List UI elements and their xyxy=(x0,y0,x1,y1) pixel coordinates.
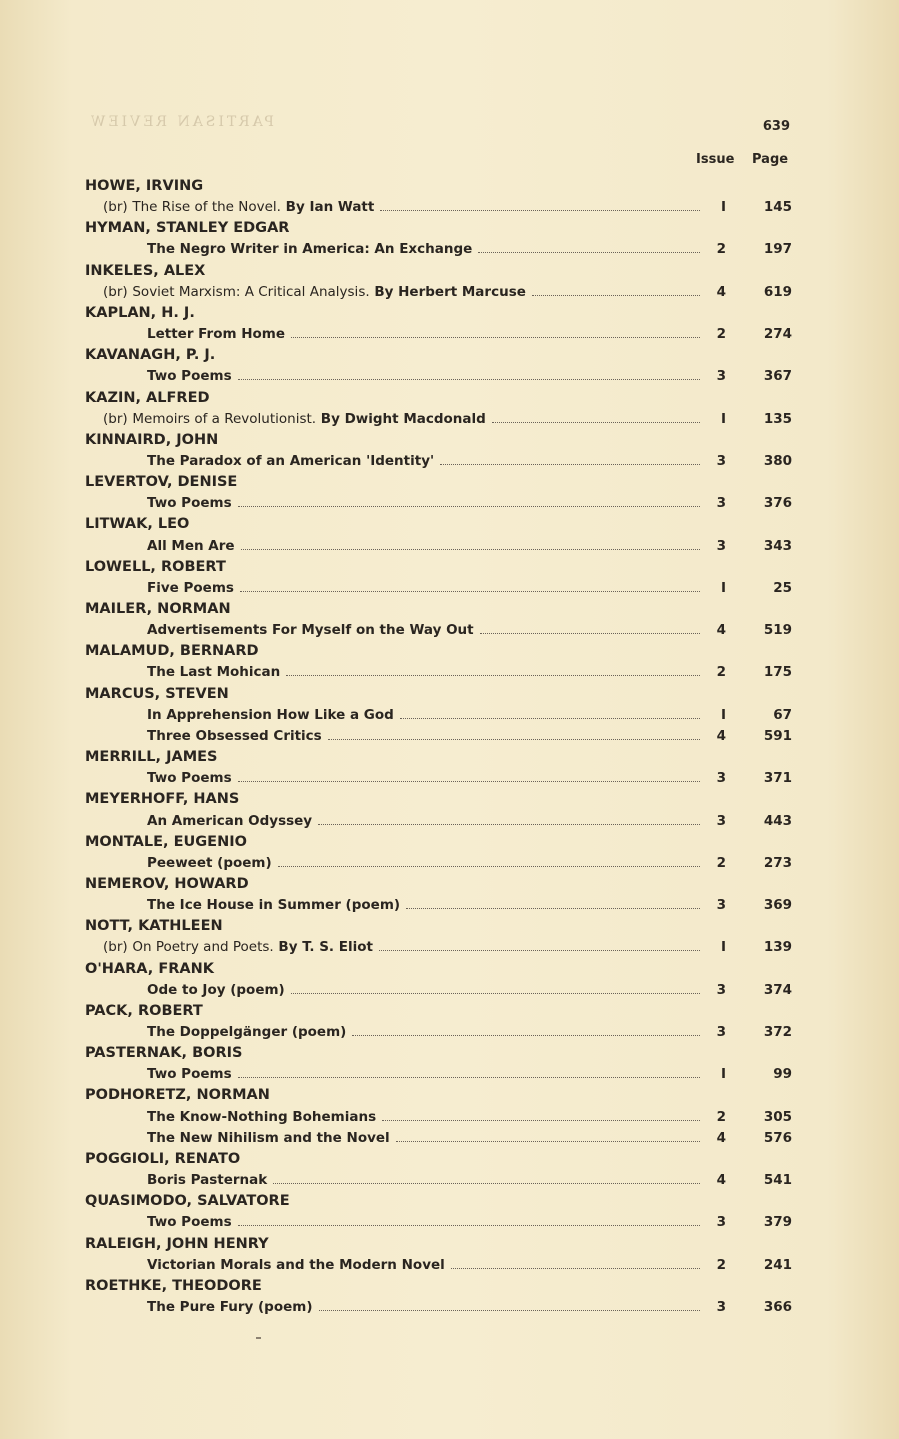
page-reference: 274 xyxy=(763,326,792,343)
page-reference: 576 xyxy=(763,1129,792,1146)
entry-title xyxy=(147,620,474,641)
leader-dots xyxy=(328,739,700,740)
work-title: Two Poems xyxy=(147,495,232,512)
entry-title xyxy=(103,937,373,958)
issue-number: 4 xyxy=(716,283,726,300)
index-entry xyxy=(0,1297,899,1318)
entry-title xyxy=(147,1297,313,1318)
issue-number: 3 xyxy=(716,495,726,512)
page-reference: 380 xyxy=(763,452,792,469)
author-name: QUASIMODO, SALVATORE xyxy=(85,1193,290,1210)
author-name: MONTALE, EUGENIO xyxy=(85,833,247,850)
leader-dots xyxy=(291,993,700,994)
issue-number: I xyxy=(720,199,726,216)
reviewed-book-author: By Ian Watt xyxy=(285,199,375,216)
entry-title xyxy=(147,578,234,599)
issue-number: I xyxy=(720,939,726,956)
work-title: The Paradox of an American 'Identity' xyxy=(147,452,435,469)
leader-dots xyxy=(238,506,700,507)
leader-dots xyxy=(440,464,700,465)
leader-dots xyxy=(238,1077,700,1078)
page-reference: 619 xyxy=(763,283,792,300)
index-entry xyxy=(0,1255,899,1276)
bleed-through-running-head: PARTISAN REVIEW xyxy=(88,114,274,130)
work-title: Two Poems xyxy=(147,1214,232,1231)
leader-dots xyxy=(406,908,700,909)
leader-dots xyxy=(240,591,700,592)
book-review-marker: (br) xyxy=(103,939,128,956)
author-name: KAZIN, ALFRED xyxy=(85,389,210,406)
leader-dots xyxy=(273,1183,700,1184)
issue-number: 2 xyxy=(716,241,726,258)
entry-title xyxy=(147,451,434,472)
leader-dots xyxy=(492,422,700,423)
leader-dots xyxy=(238,781,700,782)
issue-number: I xyxy=(720,579,726,596)
work-title: All Men Are xyxy=(147,537,235,554)
index-entry xyxy=(0,578,899,599)
author-name: ROETHKE, THEODORE xyxy=(85,1277,262,1294)
entry-title xyxy=(147,366,232,387)
issue-number: 3 xyxy=(716,1024,726,1040)
page-reference: 591 xyxy=(763,727,792,744)
index-entry xyxy=(0,282,899,303)
author-name: RALEIGH, JOHN HENRY xyxy=(85,1235,269,1252)
book-review-marker: (br) xyxy=(103,199,128,216)
issue-number: 4 xyxy=(716,1129,726,1146)
index-entry xyxy=(0,620,899,641)
page-reference: 145 xyxy=(763,199,792,216)
entry-title xyxy=(147,1170,267,1191)
author-name: NOTT, KATHLEEN xyxy=(85,918,223,935)
leader-dots xyxy=(379,950,700,951)
issue-number: I xyxy=(720,706,726,723)
index-entry xyxy=(0,1022,899,1043)
reviewed-book-author: By Dwight Macdonald xyxy=(320,410,486,427)
page-reference: 519 xyxy=(763,622,792,639)
entry-title xyxy=(103,409,486,430)
work-title: The Last Mohican xyxy=(147,664,281,681)
page-reference: 372 xyxy=(763,1024,792,1040)
page-reference: 67 xyxy=(773,706,792,723)
work-title: Victorian Morals and the Modern Novel xyxy=(147,1256,445,1273)
page-reference: 374 xyxy=(763,981,792,998)
author-name: O'HARA, FRANK xyxy=(85,960,214,977)
issue-number: 2 xyxy=(716,1108,726,1125)
entry-title xyxy=(147,536,235,557)
work-title: Two Poems xyxy=(147,368,232,385)
author-name: MAILER, NORMAN xyxy=(85,601,231,617)
leader-dots xyxy=(319,1310,700,1311)
issue-number: 3 xyxy=(716,1298,726,1315)
entry-title xyxy=(147,239,472,260)
page-reference: 369 xyxy=(763,897,792,914)
issue-number: 3 xyxy=(716,537,726,554)
author-name: PASTERNAK, BORIS xyxy=(85,1045,243,1062)
issue-number: 4 xyxy=(716,727,726,744)
issue-number: 2 xyxy=(716,1256,726,1273)
leader-dots xyxy=(291,337,700,338)
index-entry xyxy=(0,980,899,1001)
leader-dots xyxy=(396,1141,700,1142)
issue-number: 4 xyxy=(716,622,726,639)
reviewed-book-author: By Herbert Marcuse xyxy=(374,283,526,300)
entry-title xyxy=(147,705,394,726)
entry-title xyxy=(147,768,232,789)
leader-dots xyxy=(278,866,700,867)
work-title: The Doppelgänger (poem) xyxy=(147,1024,347,1040)
work-title: Peeweet (poem) xyxy=(147,854,272,871)
work-title: In Apprehension How Like a God xyxy=(147,706,394,723)
issue-number: I xyxy=(720,1066,726,1083)
work-title: Advertisements For Myself on the Way Out xyxy=(147,622,474,639)
page-reference: 343 xyxy=(763,537,792,554)
book-review-marker: (br) xyxy=(103,283,128,300)
entry-title xyxy=(147,811,312,832)
index-entry xyxy=(0,895,899,916)
issue-number: 3 xyxy=(716,812,726,829)
entry-title xyxy=(147,1107,376,1128)
index-entry xyxy=(0,1128,899,1149)
work-title: The Pure Fury (poem) xyxy=(147,1298,313,1315)
leader-dots xyxy=(451,1268,700,1269)
page-column-header: Page xyxy=(752,152,789,167)
index-entry xyxy=(0,705,899,726)
page-reference: 367 xyxy=(763,368,792,385)
index-entry xyxy=(0,937,899,958)
work-title: The Know-Nothing Bohemians xyxy=(147,1108,377,1125)
index-entry xyxy=(0,493,899,514)
author-name: PODHORETZ, NORMAN xyxy=(85,1087,270,1104)
author-name: LOWELL, ROBERT xyxy=(85,558,226,575)
page-reference: 305 xyxy=(763,1108,792,1125)
page-reference: 175 xyxy=(763,664,792,681)
entry-title xyxy=(147,493,232,514)
reviewed-book-title: The Rise of the Novel. xyxy=(132,199,281,216)
index-entry xyxy=(0,536,899,557)
leader-dots xyxy=(286,675,700,676)
leader-dots xyxy=(238,1225,700,1226)
page-reference: 541 xyxy=(763,1172,792,1189)
reviewed-book-author: By T. S. Eliot xyxy=(278,939,373,956)
issue-number: 3 xyxy=(716,1214,726,1231)
work-title: Five Poems xyxy=(147,579,234,596)
issue-number: 2 xyxy=(716,664,726,681)
leader-dots xyxy=(478,252,700,253)
author-name: MEYERHOFF, HANS xyxy=(85,791,240,808)
index-entry xyxy=(0,1170,899,1191)
index-entry xyxy=(0,324,899,345)
leader-dots xyxy=(352,1035,700,1036)
work-title: Two Poems xyxy=(147,770,232,787)
page-reference: 241 xyxy=(763,1256,792,1273)
author-name: LITWAK, LEO xyxy=(85,516,190,533)
entry-title xyxy=(147,980,285,1001)
entry-title xyxy=(147,1022,346,1043)
page-number: 639 xyxy=(762,119,790,134)
page-reference: 443 xyxy=(763,812,792,829)
work-title: The Negro Writer in America: An Exchange xyxy=(147,241,473,258)
author-name: PACK, ROBERT xyxy=(85,1002,203,1019)
issue-column-header: Issue xyxy=(696,152,735,167)
leader-dots xyxy=(480,633,700,634)
author-name: POGGIOLI, RENATO xyxy=(85,1150,241,1167)
work-title: The New Nihilism and the Novel xyxy=(147,1129,390,1146)
work-title: Three Obsessed Critics xyxy=(147,727,322,744)
entry-title xyxy=(147,1128,390,1149)
issue-number: 3 xyxy=(716,368,726,385)
page-reference: 25 xyxy=(773,579,792,596)
entry-title xyxy=(147,324,285,345)
index-entry xyxy=(0,811,899,832)
page-reference: 197 xyxy=(763,241,792,258)
author-name: KINNAIRD, JOHN xyxy=(85,431,219,448)
page-reference: 135 xyxy=(763,410,792,427)
issue-number: 3 xyxy=(716,981,726,998)
author-name: MALAMUD, BERNARD xyxy=(85,643,259,660)
issue-number: 3 xyxy=(716,897,726,914)
leader-dots xyxy=(238,379,700,380)
page-reference: 273 xyxy=(763,854,792,871)
reviewed-book-title: On Poetry and Poets. xyxy=(132,939,274,956)
author-name: KAPLAN, H. J. xyxy=(85,304,195,321)
entry-title xyxy=(103,197,374,218)
author-name: NEMEROV, HOWARD xyxy=(85,875,249,892)
index-entry xyxy=(0,726,899,747)
leader-dots xyxy=(400,718,700,719)
author-name: MARCUS, STEVEN xyxy=(85,685,229,702)
issue-number: 4 xyxy=(716,1172,726,1189)
entry-title xyxy=(147,1255,445,1276)
leader-dots xyxy=(532,295,700,296)
work-title: Ode to Joy (poem) xyxy=(147,981,285,998)
work-title: Letter From Home xyxy=(147,326,286,343)
leader-dots xyxy=(241,549,700,550)
author-name: LEVERTOV, DENISE xyxy=(85,474,238,491)
reviewed-book-title: Memoirs of a Revolutionist. xyxy=(132,410,317,427)
leader-dots xyxy=(380,210,700,211)
work-title: An American Odyssey xyxy=(147,812,313,829)
entry-title xyxy=(147,853,272,874)
leader-dots xyxy=(382,1120,700,1121)
issue-number: 2 xyxy=(716,854,726,871)
issue-number: I xyxy=(720,410,726,427)
index-entry xyxy=(0,366,899,387)
page-reference: 139 xyxy=(763,939,792,956)
author-name: MERRILL, JAMES xyxy=(85,749,218,766)
index-entry xyxy=(0,1212,899,1233)
issue-number: 2 xyxy=(716,326,726,343)
index-entry xyxy=(0,409,899,430)
index-entry xyxy=(0,768,899,789)
issue-number: 3 xyxy=(716,770,726,787)
page-reference: 376 xyxy=(763,495,792,512)
entry-title xyxy=(147,662,280,683)
entry-title xyxy=(147,1064,232,1085)
entry-title xyxy=(147,1212,232,1233)
issue-number: 3 xyxy=(716,452,726,469)
page-reference: 371 xyxy=(763,770,792,787)
index-entry xyxy=(0,853,899,874)
index-entry xyxy=(0,1064,899,1085)
entry-title xyxy=(147,895,400,916)
entry-title xyxy=(103,282,526,303)
author-name: INKELES, ALEX xyxy=(85,262,206,279)
ink-speck xyxy=(256,1337,261,1339)
index-entry xyxy=(0,1107,899,1128)
author-name: HOWE, IRVING xyxy=(85,178,204,194)
index-entry xyxy=(0,197,899,218)
author-name: HYMAN, STANLEY EDGAR xyxy=(85,220,290,237)
author-name: KAVANAGH, P. J. xyxy=(85,347,216,364)
work-title: The Ice House in Summer (poem) xyxy=(147,897,401,914)
page-reference: 379 xyxy=(763,1214,792,1231)
index-entry xyxy=(0,662,899,683)
leader-dots xyxy=(318,824,700,825)
index-entry xyxy=(0,239,899,260)
page-reference: 366 xyxy=(763,1298,792,1315)
entry-title xyxy=(147,726,322,747)
page-reference: 99 xyxy=(773,1066,792,1083)
work-title: Boris Pasternak xyxy=(147,1172,268,1189)
book-review-marker: (br) xyxy=(103,410,128,427)
reviewed-book-title: Soviet Marxism: A Critical Analysis. xyxy=(132,283,370,300)
index-entry xyxy=(0,451,899,472)
work-title: Two Poems xyxy=(147,1066,232,1083)
